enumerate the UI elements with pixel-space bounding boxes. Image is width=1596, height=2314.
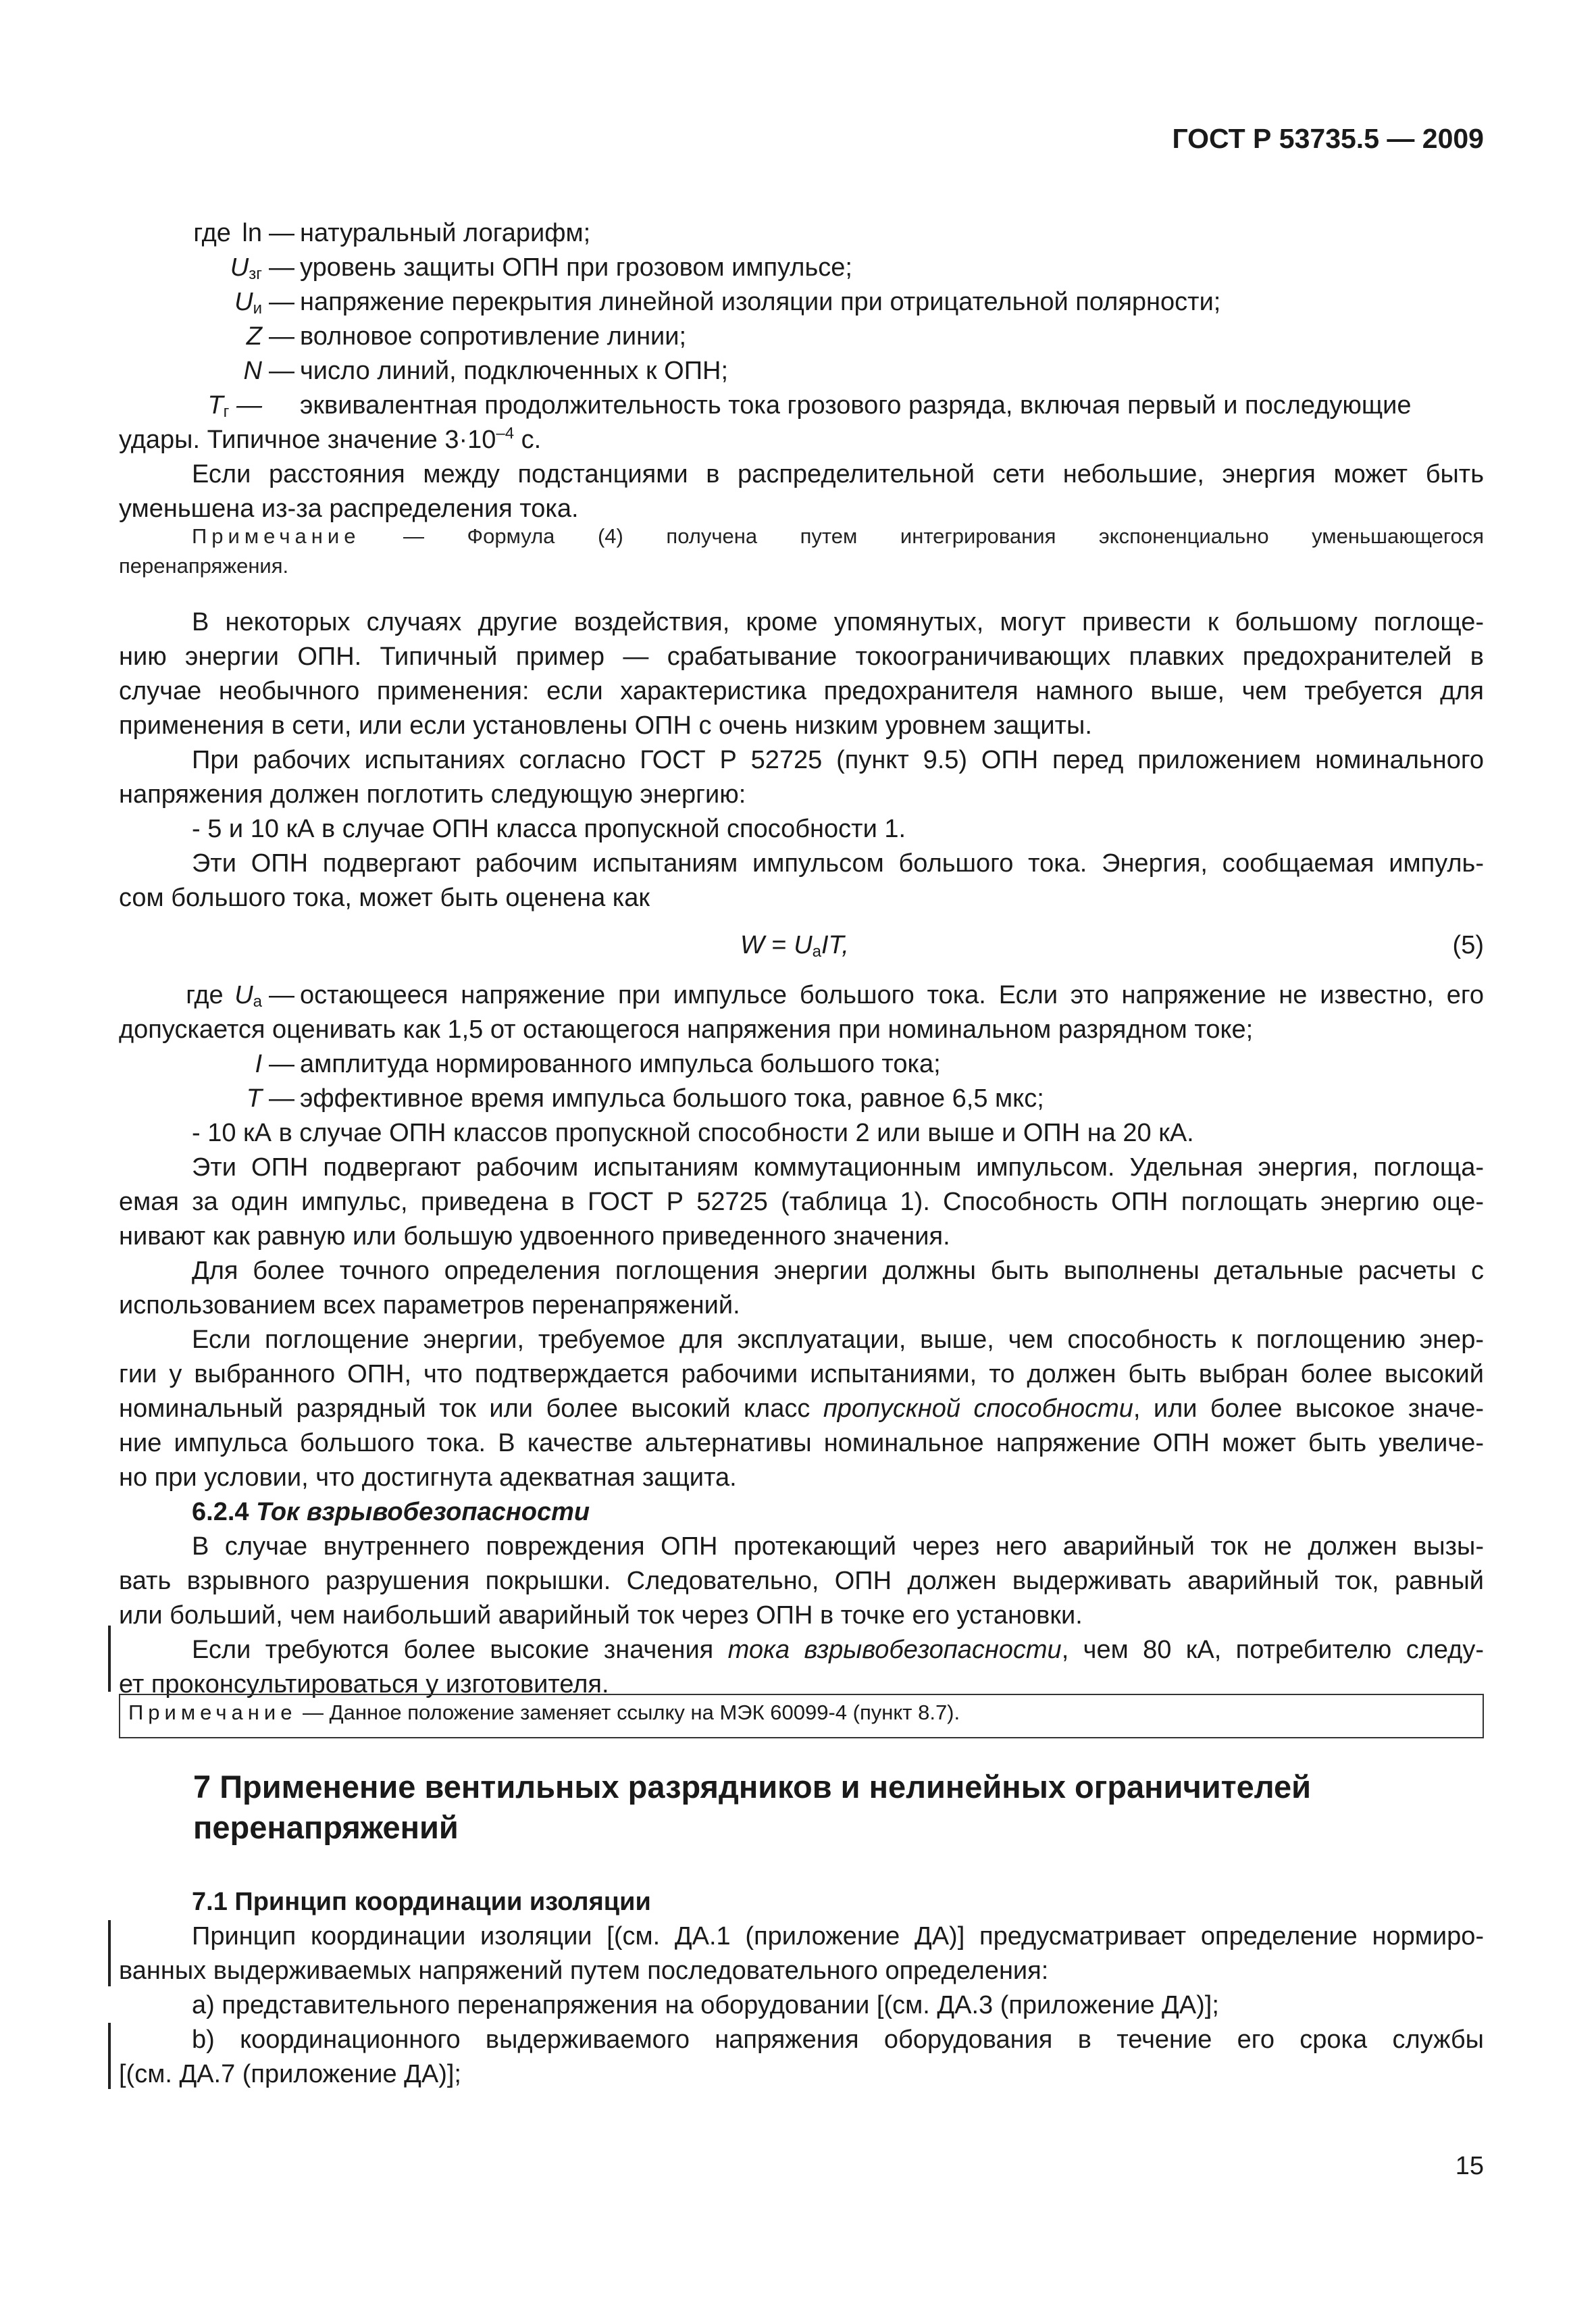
definition-t-g-continuation: удары. Типичное значение $3\cdot 10^{-4}$ с. (119, 424, 542, 454)
note-formula-4: Примечание — Формула (4) получена путем интегрирования экспоненциально уменьшающегося перенапряжения. (119, 524, 1484, 578)
definition-n: N — число линий, подключенных к ОПН; (243, 357, 729, 385)
page-number: 15 (1455, 2152, 1484, 2180)
document-page: ГОСТ Р 53735.5 — 2009 где ln — натуральный логарифм; $U_{зг}$ — уровень защиты ОПН при грозовом импульсе; $U_и$ — напряжение перекрытия линейной изоляции при отрицательной полярности; Z — волновое сопротивление линии; N — число линий, подключенных к ОПН; $T_г$ — эквивалентная продолжительность тока грозового разряда, включая первый и последующие удары. Типичное значение $3\cdot 10^{-4}$ с. Если расстояния между подстанциями в распределительной сети небольшие, энергия может быть уменьшена из-за распределения тока. Примечание — Формула (4) получена путем интегрирования экспоненциально уменьшающегося перенапряжения. В некоторых случаях другие воздействия, кроме упомянутых, могут привести к большому поглоще- нию энергии ОПН. Типичный пример — срабатывание токоограничивающих плавких предохранителей в случае необычного применения: если характеристика предохранителя намного выше, чем требуется для применения в сети, или если установлены ОПН с очень низким уровнем защиты. При рабочих испытаниях согласно ГОСТ Р 52725 (пункт 9.5) ОПН перед приложением номинального напряжения должен поглотить следующую энергию: - 5 и 10 кА в случае ОПН класса пропускной способности 1. Эти ОПН подвергают рабочим испытаниям импульсом большого тока. Энергия, сообщаемая импуль- сом большого тока, может быть оценена как $W = U_аIT$, (5) где $U_а$ — остающееся напряжение при импульсе большого тока. Если это напряжение не известно, его допускается оценивать как 1,5 от остающегося напряжения при номинальном разрядном токе; I — амплитуда нормированного импульса большого тока; T — эффективное время импульса большого тока, равное 6,5 мкс; - 10 кА в случае ОПН классов пропускной способности 2 или выше и ОПН на 20 кА. Эти ОПН подвергают рабочим испытаниям коммутационным импульсом. Удельная энергия, поглоща- емая за один импульс, приведена в ГОСТ Р 52725 (таблица 1). Способность ОПН поглощать энергию оце- нивают как равную или большую удвоенного приведенного значения. Для более точного определения поглощения энергии должны быть выполнены детальные расчеты с использованием всех параметров перенапряжений. Если поглощение энергии, требуемое для эксплуатации, выше, чем способность к поглощению энер- гии у выбранного ОПН, что подтверждается рабочими испытаниями, то должен быть выбран более высокий номинальный разрядный ток или более высокий класс пропускной способности, или более высокое значе- ние импульса большого тока. В качестве альтернативы номинальное напряжение ОПН может быть увеличе- но при условии, что достигнута адекватная защита. 6.2.4 Ток взрывобезопасности В случае внутреннего повреждения ОПН протекающий через него аварийный ток не должен вызы- вать взрывного разрушения покрышки. Следовательно, ОПН должен выдерживать аварийный ток, равный или больший, чем наибольший аварийный ток через ОПН в точке его установки. Если требуются более высокие значения тока взрывобезопасности, чем 80 кА, потребителю следу- ет проконсультироваться у изготовителя. Примечание — Данное положение заменяет ссылку на МЭК 60099-4 (пункт 8.7). 7 Применение вентильных разрядников и нелинейных ограничителей перенапряжений 7.1 Принцип координации изоляции Принцип координации изоляции [(см. ДА.1 (приложение ДА)] предусматривает определение нормиро- ванных выдерживаемых напряжений путем последовательного определения: a) представительного перенапряжения на оборудовании [(см. ДА.3 (приложение ДА)]; b) координационного выдерживаемого напряжения оборудования в течение его срока службы [(см. ДА.7 (приложение ДА)]; 15 (0, 0, 1596, 2314)
definition-u-zg: $U_{зг}$ — уровень защиты ОПН при грозовом импульсе; (230, 253, 852, 283)
note-iec-reference: Примечание — Данное положение заменяет ссылку на МЭК 60099-4 (пункт 8.7). (119, 1694, 1484, 1738)
definition-u-a: где $U_а$ — остающееся напряжение при импульсе большого тока. Если это напряжение не известно, его (186, 981, 1484, 1011)
definition-t: T — эффективное время импульса большого тока, равное 6,5 мкс; (246, 1084, 1044, 1113)
change-bar (108, 1920, 111, 1986)
section-6-2-4-heading: 6.2.4 Ток взрывобезопасности (192, 1498, 590, 1526)
change-bar (108, 2023, 111, 2089)
section-7-1: 7.1 Принцип координации изоляции Принцип координации изоляции [(см. ДА.1 (приложение ДА)] предусматривает определение нормиро- ванных выдерживаемых напряжений путем последовательного определения: a) представительного перенапряжения на оборудовании [(см. ДА.3 (приложение ДА)]; b) координационного выдерживаемого напряжения оборудования в течение его срока службы [(см. ДА.7 (приложение ДА)]; (119, 1885, 1484, 2092)
document-code-header: ГОСТ Р 53735.5 — 2009 (1172, 123, 1484, 154)
definition-t-g: $T_г$ — эквивалентная продолжительность тока грозового разряда, включая первый и последующие (207, 391, 1412, 421)
definition-u-i: $U_и$ — напряжение перекрытия линейной изоляции при отрицательной полярности; (234, 288, 1221, 318)
body-text-energy: В некоторых случаях другие воздействия, кроме упомянутых, могут привести к большому поглоще- нию энергии ОПН. Типичный пример — срабатывание токоограничивающих плавких предохранителей в случае необычного применения: если характеристика предохранителя намного выше, чем требуется для применения в сети, или если установлены ОПН с очень низким уровнем защиты. При рабочих испытаниях согласно ГОСТ Р 52725 (пункт 9.5) ОПН перед приложением номинального напряжения должен поглотить следующую энергию: - 5 и 10 кА в случае ОПН класса пропускной способности 1. Эти ОПН подвергают рабочим испытаниям импульсом большого тока. Энергия, сообщаемая импуль- сом большого тока, может быть оценена как (119, 608, 1484, 912)
change-bar (108, 1626, 111, 1692)
definitions-list: где ln — натуральный логарифм; $U_{зг}$ — уровень защиты ОПН при грозовом импульсе; $U_и$ — напряжение перекрытия линейной изоляции при отрицательной полярности; Z — волновое сопротивление линии; N — число линий, подключенных к ОПН; $T_г$ — эквивалентная продолжительность тока грозового разряда, включая первый и последующие удары. Типичное значение $3\cdot 10^{-4}$ с. Если расстояния между подстанциями в распределительной сети небольшие, энергия может быть уменьшена из-за распределения тока. (119, 216, 1484, 526)
section-7-1-heading: 7.1 Принцип координации изоляции (192, 1888, 651, 1916)
definition-i: I — амплитуда нормированного импульса большого тока; (255, 1050, 941, 1078)
definition-ln: где ln — натуральный логарифм; (193, 219, 591, 247)
definitions-formula-5: где $U_а$ — остающееся напряжение при импульсе большого тока. Если это напряжение не известно, его допускается оценивать как 1,5 от остающегося напряжения при номинальном разрядном токе; I — амплитуда нормированного импульса большого тока; T — эффективное время импульса большого тока, равное 6,5 мкс; - 10 кА в случае ОПН классов пропускной способности 2 или выше и ОПН на 20 кА. Эти ОПН подвергают рабочим испытаниям коммутационным импульсом. Удельная энергия, поглоща- емая за один импульс, приведена в ГОСТ Р 52725 (таблица 1). Способность ОПН поглощать энергию оце- нивают как равную или большую удвоенного приведенного значения. Для более точного определения поглощения энергии должны быть выполнены детальные расчеты с использованием всех параметров перенапряжений. Если поглощение энергии, требуемое для эксплуатации, выше, чем способность к поглощению энер- гии у выбранного ОПН, что подтверждается рабочими испытаниями, то должен быть выбран более высокий номинальный разрядный ток или более высокий класс пропускной способности, или более высокое значе- ние импульса большого тока. В качестве альтернативы номинальное напряжение ОПН может быть увеличе- но при условии, что достигнута адекватная защита. 6.2.4 Ток взрывобезопасности В случае внутреннего повреждения ОПН протекающий через него аварийный ток не должен вызы- вать взрывного разрушения покрышки. Следовательно, ОПН должен выдерживать аварийный ток, равный или больший, чем наибольший аварийный ток через ОПН в точке его установки. Если требуются более высокие значения тока взрывобезопасности, чем 80 кА, потребителю следу- ет проконсультироваться у изготовителя. (119, 978, 1484, 1702)
section-7-heading: 7 Применение вентильных разрядников и нелинейных ограничителей перенапряжений (193, 1769, 1312, 1845)
definition-z: Z — волновое сопротивление линии; (246, 322, 687, 351)
